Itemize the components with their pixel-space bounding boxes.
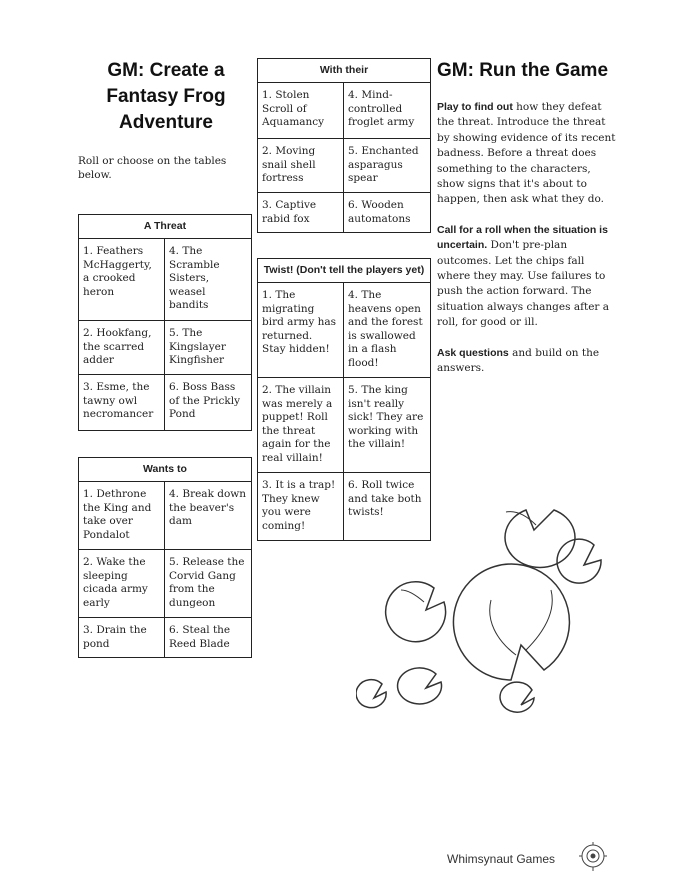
wants-cell: 2. Wake the sleeping cicada army early xyxy=(79,550,165,618)
with-cell: 2. Moving snail shell fortress xyxy=(258,139,344,193)
wants-cell: 6. Steal the Reed Blade xyxy=(165,618,252,658)
publisher-logo-icon xyxy=(578,840,608,874)
wants-cell: 5. Release the Corvid Gang from the dungeon xyxy=(165,550,252,618)
create-intro: Roll or choose on the tables below. xyxy=(78,155,227,181)
rule-questions xyxy=(437,346,617,377)
threat-cell: 3. Esme, the tawny owl necromancer xyxy=(79,375,165,431)
wants-cell: 3. Drain the pond xyxy=(79,618,165,658)
twist-cell: 4. The heavens open and the forest is swallowed in a flash flood! xyxy=(344,283,431,378)
rule-questions-text: and build on the answers. xyxy=(437,346,600,375)
twist-cell: 1. The migrating bird army has returned. Stay hidden! xyxy=(258,283,344,378)
with-table xyxy=(257,58,431,233)
rule-questions-bold: Ask questions xyxy=(437,346,509,359)
threat-cell: 2. Hookfang, the scarred adder xyxy=(79,321,165,375)
threat-table xyxy=(78,214,252,431)
with-cell: 5. Enchanted asparagus spear xyxy=(344,139,431,193)
with-cell: 3. Captive rabid fox xyxy=(258,193,344,233)
run-title: GM: Run the Game xyxy=(437,60,609,81)
threat-cell: 6. Boss Bass of the Prickly Pond xyxy=(165,375,252,431)
twist-header: Twist! (Don't tell the players yet) xyxy=(258,259,431,283)
with-cell: 6. Wooden automatons xyxy=(344,193,431,233)
rule-roll-bold: Call for a roll when the situation is uncertain. xyxy=(437,223,608,252)
wants-cell: 1. Dethrone the King and take over Pondalot xyxy=(79,482,165,550)
threat-header: A Threat xyxy=(79,215,252,239)
publisher-name: Whimsynaut Games xyxy=(447,852,556,866)
lily-pads-illustration xyxy=(356,470,616,730)
wants-cell: 4. Break down the beaver's dam xyxy=(165,482,252,550)
wants-header: Wants to xyxy=(79,458,252,482)
threat-cell: 5. The Kingslayer Kingfisher xyxy=(165,321,252,375)
rule-play-text: how they defeat the threat. Introduce the threat by showing evidence of its recent badness. Before a threat does something to the characters, show signs that it's about to happen, then ask what they do. xyxy=(437,101,616,206)
threat-cell: 1. Feathers McHaggerty, a crooked heron xyxy=(79,239,165,321)
twist-cell: 3. It is a trap! They knew you were coming! xyxy=(258,473,344,541)
with-header: With their xyxy=(258,59,431,83)
with-cell: 4. Mind-controlled froglet army xyxy=(344,83,431,139)
wants-table xyxy=(78,457,252,658)
with-cell: 1. Stolen Scroll of Aquamancy xyxy=(258,83,344,139)
rule-play xyxy=(437,100,617,208)
create-title: GM: Create a Fantasy Frog Adventure xyxy=(106,60,226,133)
threat-cell: 4. The Scramble Sisters, weasel bandits xyxy=(165,239,252,321)
twist-cell: 5. The king isn't really sick! They are working with the villain! xyxy=(344,378,431,473)
run-rules xyxy=(437,100,617,392)
rule-roll-text: Don't pre-plan outcomes. Let the chips fall where they may. Use failures to push the action forward. The situation always changes after a roll, for good or ill. xyxy=(437,239,610,329)
rule-roll xyxy=(437,223,617,331)
rule-play-bold: Play to find out xyxy=(437,101,513,113)
twist-cell: 6. Roll twice and take both twists! xyxy=(344,473,431,541)
twist-cell: 2. The villain was merely a puppet! Roll the threat again for the real villain! xyxy=(258,378,344,473)
